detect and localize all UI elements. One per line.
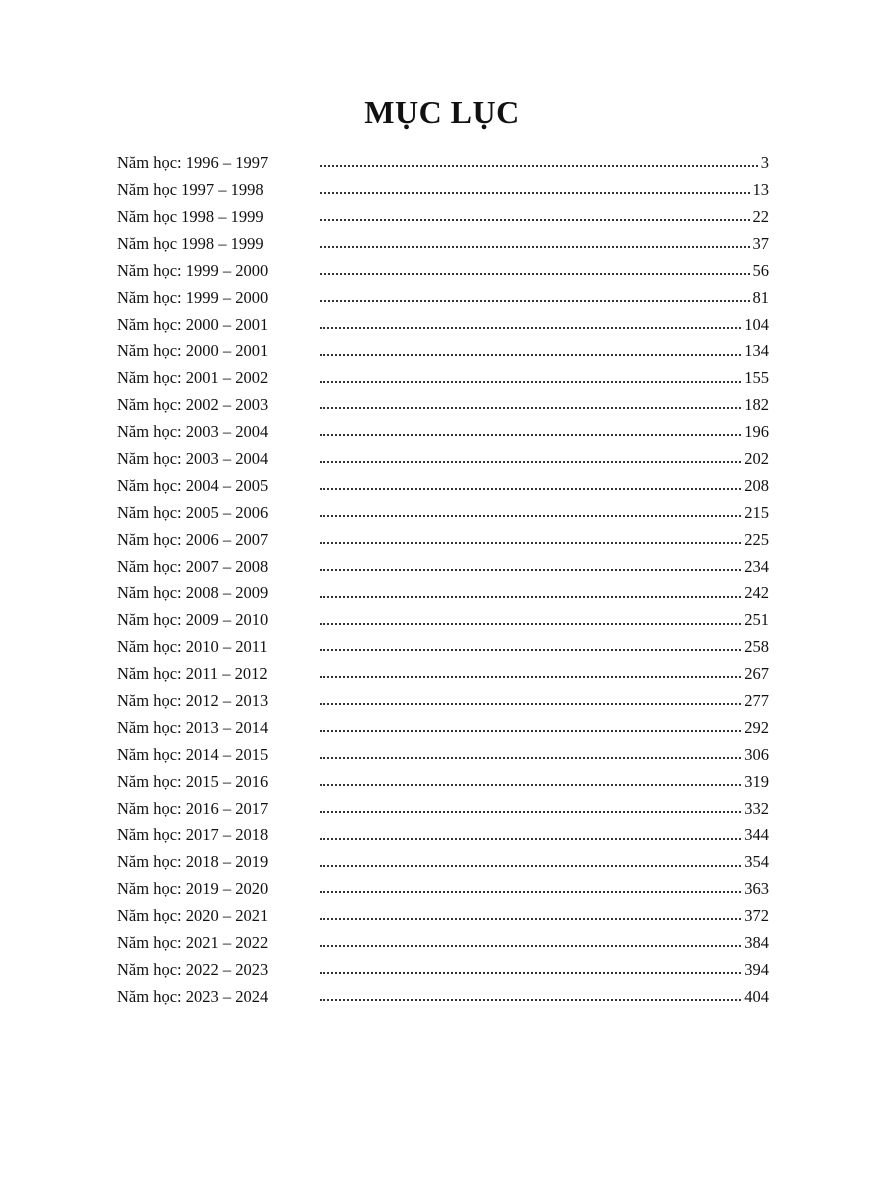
toc-entry-label: Năm học 1998 – 1999 — [117, 233, 264, 253]
toc-entry-label: Năm học 1997 – 1998 — [117, 180, 264, 200]
toc-entry[interactable] — [117, 500, 769, 527]
toc-entry[interactable] — [117, 526, 769, 553]
toc-entry-page-number: 332 — [744, 798, 769, 818]
toc-entry[interactable] — [117, 150, 769, 177]
dot-leader — [320, 623, 741, 625]
toc-entry-page-number: 215 — [744, 502, 769, 522]
toc-entry-label: Năm học 1998 – 1999 — [117, 206, 264, 226]
toc-entry-label: Năm học: 2006 – 2007 — [117, 529, 269, 549]
page-title: MỤC LỤC — [364, 94, 520, 130]
dot-leader — [320, 999, 741, 1001]
toc-entry-page-number: 354 — [744, 852, 769, 872]
dot-leader — [320, 165, 758, 167]
dot-leader — [320, 649, 741, 651]
table-of-contents — [117, 150, 769, 1011]
toc-entry[interactable] — [117, 715, 769, 742]
toc-entry[interactable] — [117, 607, 769, 634]
toc-entry[interactable] — [117, 957, 769, 984]
toc-entry-label: Năm học: 2003 – 2004 — [117, 422, 269, 442]
toc-entry[interactable] — [117, 984, 769, 1011]
toc-entry-page-number: 13 — [752, 180, 769, 200]
toc-entry-label: Năm học: 2009 – 2010 — [117, 610, 269, 630]
toc-entry[interactable] — [117, 580, 769, 607]
dot-leader — [320, 219, 750, 221]
toc-entry-label: Năm học: 2012 – 2013 — [117, 691, 269, 710]
toc-entry-page-number: 208 — [744, 475, 769, 495]
toc-entry[interactable] — [117, 284, 769, 311]
toc-entry-page-number: 182 — [744, 395, 769, 415]
toc-entry-label: Năm học: 2008 – 2009 — [117, 583, 269, 603]
toc-entry-page-number: 404 — [744, 986, 769, 1006]
toc-entry[interactable] — [117, 258, 769, 285]
toc-entry-label: Năm học: 1996 – 1997 — [117, 153, 269, 173]
toc-entry-label: Năm học: 2017 – 2018 — [117, 825, 269, 845]
dot-leader — [320, 891, 741, 893]
toc-entry-label: Năm học: 2001 – 2002 — [117, 368, 269, 388]
dot-leader — [320, 676, 741, 678]
dot-leader — [320, 488, 741, 490]
toc-entry-label: Năm học: 2004 – 2005 — [117, 475, 269, 495]
toc-entry-page-number: 104 — [744, 314, 769, 334]
toc-entry[interactable] — [117, 661, 769, 688]
dot-leader — [320, 381, 741, 383]
toc-entry[interactable] — [117, 795, 769, 822]
toc-entry[interactable] — [117, 392, 769, 419]
toc-entry-page-number: 155 — [744, 368, 769, 388]
dot-leader — [320, 354, 741, 356]
dot-leader — [320, 596, 741, 598]
dot-leader — [320, 569, 741, 571]
toc-entry[interactable] — [117, 177, 769, 204]
toc-entry-page-number: 242 — [744, 583, 769, 603]
toc-entry-label: Năm học: 2002 – 2003 — [117, 395, 269, 415]
toc-entry-page-number: 234 — [744, 556, 769, 576]
toc-entry-page-number: 3 — [760, 153, 769, 173]
toc-entry-label: Năm học: 1999 – 2000 — [117, 260, 269, 280]
dot-leader — [320, 784, 741, 786]
toc-entry[interactable] — [117, 446, 769, 473]
toc-entry-label: Năm học: 2000 – 2001 — [117, 314, 269, 334]
dot-leader — [320, 703, 741, 705]
toc-entry-label: Năm học: 2005 – 2006 — [117, 502, 269, 522]
toc-entry[interactable] — [117, 742, 769, 769]
toc-entry-page-number: 202 — [744, 448, 769, 468]
toc-entry-page-number: 258 — [744, 637, 769, 657]
toc-entry-label: Năm học: 2015 – 2016 — [117, 771, 269, 791]
toc-entry[interactable] — [117, 231, 769, 258]
dot-leader — [320, 757, 741, 759]
toc-entry-page-number: 251 — [744, 610, 769, 630]
toc-entry-page-number: 363 — [744, 879, 769, 899]
toc-entry-label: Năm học: 2013 – 2014 — [117, 717, 269, 737]
toc-entry-page-number: 56 — [752, 260, 769, 280]
toc-entry[interactable] — [117, 634, 769, 661]
toc-entry-page-number: 134 — [744, 341, 769, 361]
toc-entry-label: Năm học: 2011 – 2012 — [117, 664, 268, 684]
dot-leader — [320, 945, 741, 947]
toc-entry-page-number: 319 — [744, 771, 769, 791]
toc-entry[interactable] — [117, 473, 769, 500]
dot-leader — [320, 300, 750, 302]
toc-entry-page-number: 225 — [744, 529, 769, 549]
dot-leader — [320, 811, 741, 813]
toc-entry-page-number: 37 — [752, 233, 769, 253]
toc-entry-label: Năm học: 2019 – 2020 — [117, 879, 269, 899]
dot-leader — [320, 246, 750, 248]
toc-entry[interactable] — [117, 822, 769, 849]
toc-entry-page-number: 384 — [744, 933, 769, 953]
toc-entry-label: Năm học: 2023 – 2024 — [117, 986, 269, 1006]
toc-entry-page-number: 306 — [744, 744, 769, 764]
toc-entry-label: Năm học: 2000 – 2001 — [117, 341, 269, 361]
dot-leader — [320, 192, 750, 194]
toc-entry-page-number: 196 — [744, 422, 769, 442]
dot-leader — [320, 273, 750, 275]
dot-leader — [320, 327, 741, 329]
toc-entry-label: Năm học: 2007 – 2008 — [117, 556, 269, 576]
toc-entry-page-number: 277 — [744, 691, 769, 710]
dot-leader — [320, 434, 741, 436]
toc-entry-label: Năm học: 2020 – 2021 — [117, 906, 269, 926]
toc-entry[interactable] — [117, 338, 769, 365]
dot-leader — [320, 407, 741, 409]
toc-entry[interactable] — [117, 768, 769, 795]
toc-entry[interactable] — [117, 553, 769, 580]
dot-leader — [320, 542, 741, 544]
toc-entry[interactable] — [117, 849, 769, 876]
toc-entry-page-number: 372 — [744, 906, 769, 926]
toc-entry[interactable] — [117, 204, 769, 231]
toc-entry-page-number: 394 — [744, 959, 769, 979]
toc-entry-label: Năm học: 2003 – 2004 — [117, 448, 269, 468]
toc-entry[interactable] — [117, 876, 769, 903]
toc-entry-label: Năm học: 2018 – 2019 — [117, 852, 269, 872]
toc-entry[interactable] — [117, 419, 769, 446]
toc-entry-label: Năm học: 2014 – 2015 — [117, 744, 269, 764]
dot-leader — [320, 730, 741, 732]
toc-entry-page-number: 344 — [744, 825, 769, 845]
toc-entry[interactable] — [117, 365, 769, 392]
dot-leader — [320, 918, 741, 920]
dot-leader — [320, 838, 741, 840]
toc-entry-label: Năm học: 2010 – 2011 — [117, 637, 268, 657]
toc-entry[interactable] — [117, 903, 769, 930]
toc-entry-page-number: 292 — [744, 717, 769, 737]
toc-entry-page-number: 81 — [752, 287, 769, 307]
toc-entry-page-number: 22 — [752, 206, 769, 226]
dot-leader — [320, 461, 741, 463]
toc-entry-label: Năm học: 2022 – 2023 — [117, 959, 269, 979]
toc-entry-label: Năm học: 2021 – 2022 — [117, 933, 269, 953]
toc-entry[interactable] — [117, 688, 769, 715]
dot-leader — [320, 865, 741, 867]
toc-entry-label: Năm học: 1999 – 2000 — [117, 287, 269, 307]
toc-entry[interactable] — [117, 930, 769, 957]
toc-entry-page-number: 267 — [744, 664, 769, 684]
dot-leader — [320, 515, 741, 517]
toc-entry-label: Năm học: 2016 – 2017 — [117, 798, 269, 818]
toc-entry[interactable] — [117, 311, 769, 338]
dot-leader — [320, 972, 741, 974]
